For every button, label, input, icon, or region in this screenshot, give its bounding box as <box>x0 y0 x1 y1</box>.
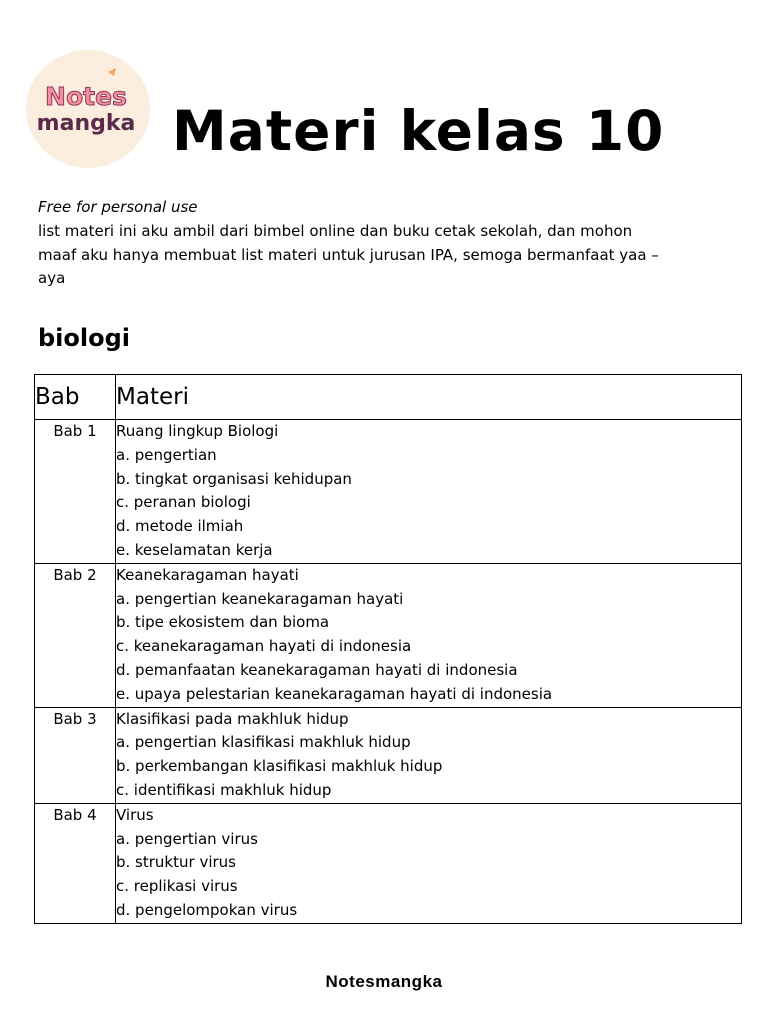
logo-graphic <box>26 50 150 168</box>
page-title: Materi kelas 10 <box>172 99 665 163</box>
notesmangka-logo <box>26 50 150 168</box>
materi-cell <box>116 803 742 923</box>
chapter-title: Virus <box>116 805 154 824</box>
intro-line: list materi ini aku ambil dari bimbel online dan buku cetak sekolah, dan mohon <box>38 221 633 240</box>
topic-item: e. upaya pelestarian keanekaragaman hayati di indonesia <box>116 684 553 703</box>
materi-table <box>34 374 742 924</box>
materi-cell <box>116 707 742 803</box>
table-row <box>35 707 742 803</box>
intro-text <box>38 196 738 291</box>
chapter-title: Keanekaragaman hayati <box>116 565 299 584</box>
chapter-title: Klasifikasi pada makhluk hidup <box>116 709 349 728</box>
chapter-title: Ruang lingkup Biologi <box>116 422 279 440</box>
bab-cell: Bab 1 <box>35 420 116 564</box>
topic-item: b. tipe ekosistem dan bioma <box>116 613 330 632</box>
table-row <box>35 803 742 923</box>
license-note: Free for personal use <box>38 198 198 216</box>
section-heading: biologi <box>38 324 131 352</box>
header-bab: Bab <box>35 375 116 420</box>
bab-cell: Bab 2 <box>35 563 116 707</box>
topic-item: e. keselamatan kerja <box>116 540 273 559</box>
intro-line: maaf aku hanya membuat list materi untuk jurusan IPA, semoga bermanfaat yaa – <box>38 245 659 264</box>
table-header-row <box>35 375 742 420</box>
topic-item: b. perkembangan klasifikasi makhluk hidup <box>116 757 443 776</box>
materi-cell <box>116 563 742 707</box>
topic-item: a. pengertian virus <box>116 829 258 848</box>
topic-item: d. pengelompokan virus <box>116 900 298 919</box>
bab-cell: Bab 4 <box>35 803 116 923</box>
topic-item: b. struktur virus <box>116 853 236 872</box>
topic-item: a. pengertian keanekaragaman hayati <box>116 589 404 608</box>
topic-item: b. tingkat organisasi kehidupan <box>116 469 352 488</box>
topic-item: c. replikasi virus <box>116 877 238 896</box>
topic-item: a. pengertian <box>116 445 217 464</box>
topic-item: a. pengertian klasifikasi makhluk hidup <box>116 733 411 752</box>
materi-cell <box>116 420 742 564</box>
footer-brand: Notesmangka <box>325 972 443 991</box>
logo-line1: Notes <box>45 82 127 111</box>
topic-item: c. identifikasi makhluk hidup <box>116 780 332 799</box>
topic-item: c. peranan biologi <box>116 493 251 512</box>
logo-line2: mangka <box>36 111 136 136</box>
intro-line: aya <box>38 269 66 288</box>
header-materi: Materi <box>116 375 742 420</box>
table-row <box>35 420 742 564</box>
bab-cell: Bab 3 <box>35 707 116 803</box>
topic-item: d. metode ilmiah <box>116 517 244 536</box>
table-row <box>35 563 742 707</box>
topic-item: c. keanekaragaman hayati di indonesia <box>116 637 412 656</box>
topic-item: d. pemanfaatan keanekaragaman hayati di indonesia <box>116 660 518 679</box>
